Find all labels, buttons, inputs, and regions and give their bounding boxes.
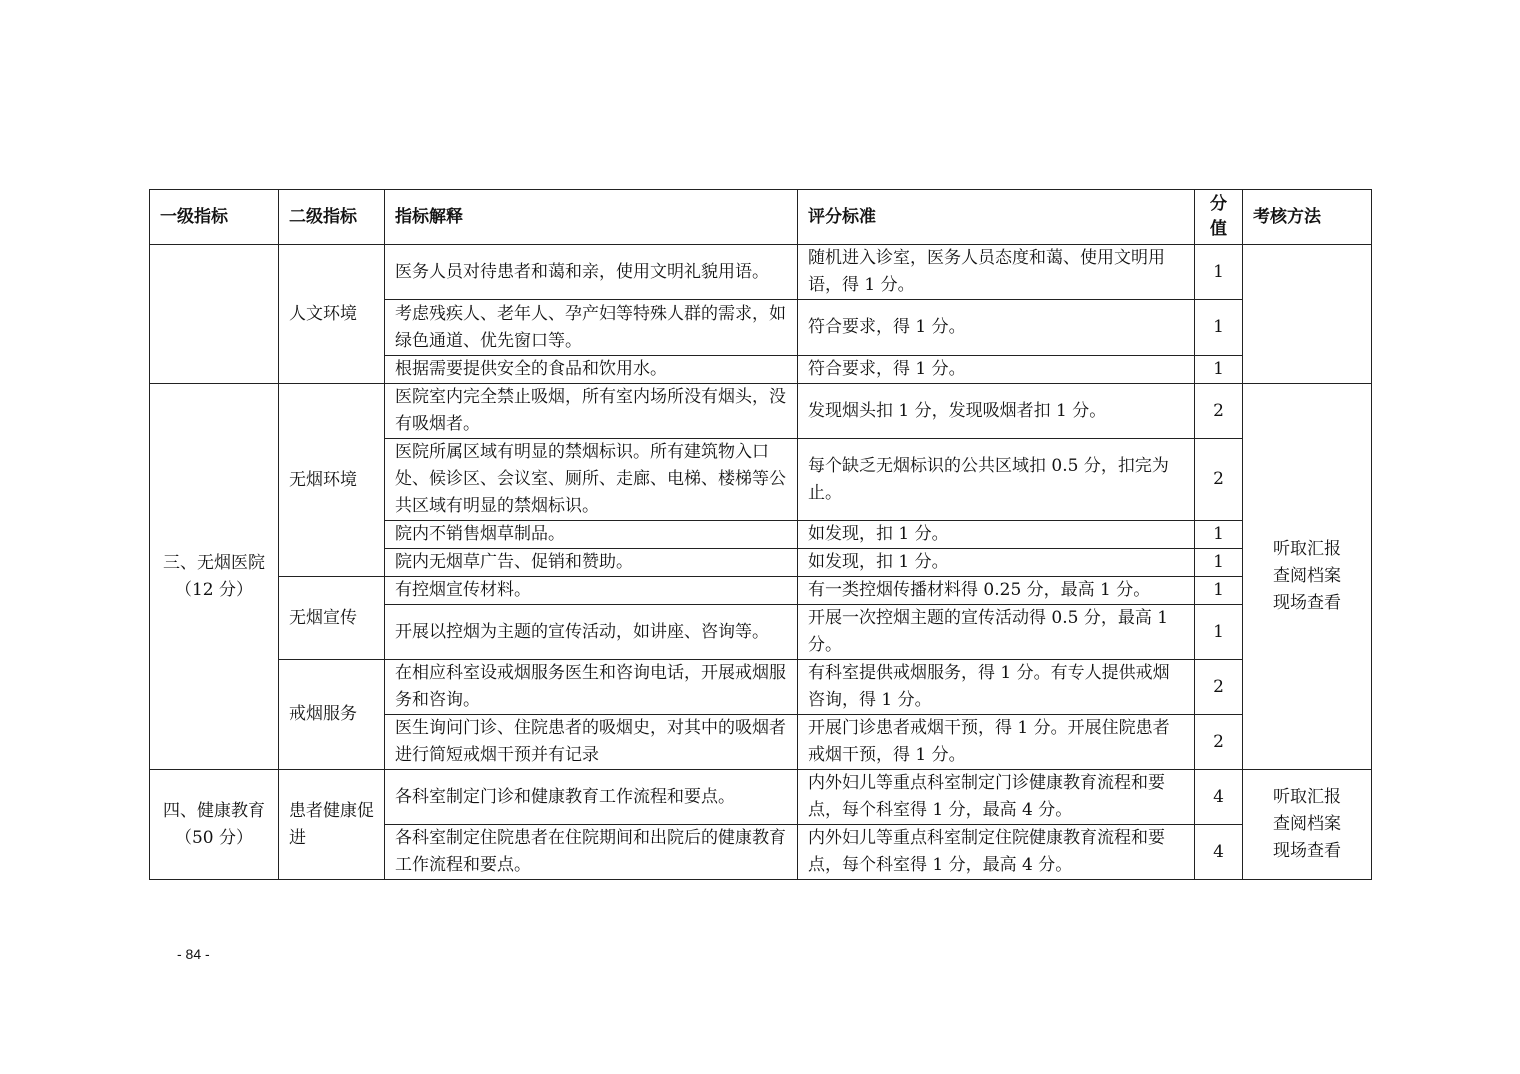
explanation-cell: 有控烟宣传材料。	[385, 577, 798, 605]
score-cell: 1	[1195, 356, 1243, 384]
explanation-cell: 医生询问门诊、住院患者的吸烟史，对其中的吸烟者进行简短戒烟干预并有记录	[385, 715, 798, 770]
score-cell: 2	[1195, 384, 1243, 439]
table-row	[150, 577, 1372, 605]
explanation-cell: 医务人员对待患者和蔼和亲，使用文明礼貌用语。	[385, 245, 798, 300]
level2-cell: 人文环境	[279, 245, 385, 384]
explanation-cell: 各科室制定住院患者在住院期间和出院后的健康教育工作流程和要点。	[385, 825, 798, 880]
explanation-cell: 各科室制定门诊和健康教育工作流程和要点。	[385, 770, 798, 825]
explanation-cell: 院内不销售烟草制品。	[385, 521, 798, 549]
criteria-cell: 内外妇儿等重点科室制定门诊健康教育流程和要点，每个科室得 1 分，最高 4 分。	[798, 770, 1195, 825]
explanation-cell: 医院室内完全禁止吸烟，所有室内场所没有烟头，没有吸烟者。	[385, 384, 798, 439]
score-cell: 1	[1195, 605, 1243, 660]
header-level1: 一级指标	[150, 190, 279, 245]
header-level2: 二级指标	[279, 190, 385, 245]
explanation-cell: 在相应科室设戒烟服务医生和咨询电话，开展戒烟服务和咨询。	[385, 660, 798, 715]
criteria-cell: 随机进入诊室，医务人员态度和蔼、使用文明用语，得 1 分。	[798, 245, 1195, 300]
score-cell: 4	[1195, 825, 1243, 880]
header-criteria: 评分标准	[798, 190, 1195, 245]
evaluation-table	[149, 189, 1372, 880]
criteria-cell: 内外妇儿等重点科室制定住院健康教育流程和要点，每个科室得 1 分，最高 4 分。	[798, 825, 1195, 880]
criteria-cell: 每个缺乏无烟标识的公共区域扣 0.5 分，扣完为止。	[798, 439, 1195, 521]
level2-cell: 戒烟服务	[279, 660, 385, 770]
criteria-cell: 符合要求，得 1 分。	[798, 300, 1195, 356]
level1-cell: 四、健康教育 （50 分）	[150, 770, 279, 880]
explanation-cell: 考虑残疾人、老年人、孕产妇等特殊人群的需求，如绿色通道、优先窗口等。	[385, 300, 798, 356]
explanation-cell: 根据需要提供安全的食品和饮用水。	[385, 356, 798, 384]
score-cell: 2	[1195, 660, 1243, 715]
level2-cell: 无烟宣传	[279, 577, 385, 660]
criteria-cell: 开展一次控烟主题的宣传活动得 0.5 分，最高 1 分。	[798, 605, 1195, 660]
criteria-cell: 有科室提供戒烟服务，得 1 分。有专人提供戒烟咨询，得 1 分。	[798, 660, 1195, 715]
score-cell: 1	[1195, 300, 1243, 356]
method-cell: 听取汇报 查阅档案 现场查看	[1243, 384, 1372, 770]
score-cell: 2	[1195, 439, 1243, 521]
criteria-cell: 符合要求，得 1 分。	[798, 356, 1195, 384]
criteria-cell: 如发现，扣 1 分。	[798, 549, 1195, 577]
criteria-cell: 如发现，扣 1 分。	[798, 521, 1195, 549]
criteria-cell: 有一类控烟传播材料得 0.25 分，最高 1 分。	[798, 577, 1195, 605]
header-explanation: 指标解释	[385, 190, 798, 245]
criteria-cell: 发现烟头扣 1 分，发现吸烟者扣 1 分。	[798, 384, 1195, 439]
score-cell: 1	[1195, 577, 1243, 605]
table-row	[150, 770, 1372, 825]
explanation-cell: 医院所属区域有明显的禁烟标识。所有建筑物入口处、候诊区、会议室、厕所、走廊、电梯、楼梯等公共区域有明显的禁烟标识。	[385, 439, 798, 521]
explanation-cell: 院内无烟草广告、促销和赞助。	[385, 549, 798, 577]
explanation-cell: 开展以控烟为主题的宣传活动，如讲座、咨询等。	[385, 605, 798, 660]
level2-cell: 无烟环境	[279, 384, 385, 577]
criteria-cell: 开展门诊患者戒烟干预，得 1 分。开展住院患者戒烟干预，得 1 分。	[798, 715, 1195, 770]
table-row	[150, 245, 1372, 300]
header-method: 考核方法	[1243, 190, 1372, 245]
table-row	[150, 660, 1372, 715]
table-row	[150, 384, 1372, 439]
score-cell: 4	[1195, 770, 1243, 825]
method-cell: 听取汇报 查阅档案 现场查看	[1243, 770, 1372, 880]
level1-cell-empty	[150, 245, 279, 384]
page-number: - 84 -	[177, 946, 210, 962]
score-cell: 1	[1195, 245, 1243, 300]
score-cell: 2	[1195, 715, 1243, 770]
score-cell: 1	[1195, 549, 1243, 577]
method-cell-empty	[1243, 245, 1372, 384]
level2-cell: 患者健康促进	[279, 770, 385, 880]
level1-cell: 三、无烟医院 （12 分）	[150, 384, 279, 770]
header-score: 分 值	[1195, 190, 1243, 245]
header-row	[150, 190, 1372, 245]
score-cell: 1	[1195, 521, 1243, 549]
